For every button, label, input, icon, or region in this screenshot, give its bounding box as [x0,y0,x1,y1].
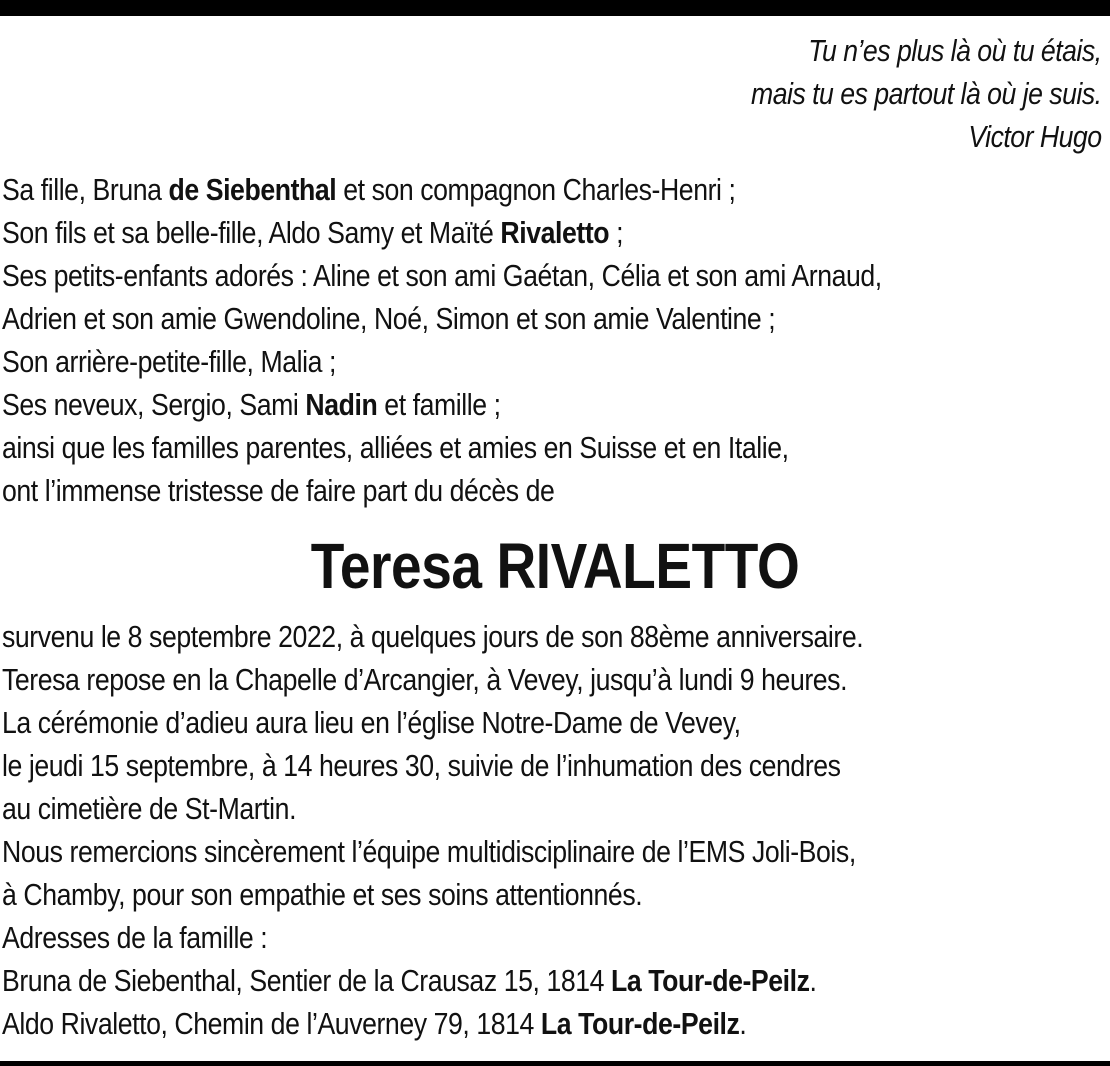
text: ; [609,215,624,250]
family-address [2,959,863,1002]
surname: de Siebenthal [168,172,337,207]
epigraph-quote [752,30,1102,159]
details-line: Teresa repose en la Chapelle d’Arcangier, à Vevey, jusqu’à lundi 9 heures. [2,662,848,697]
text: Son fils et sa belle-fille, Aldo Samy et Maïté [2,215,501,250]
bottom-rule [0,1061,1110,1066]
text: . [809,963,817,998]
details-line: Adresses de la famille : [2,920,268,955]
details-line: Nous remercions sincèrement l’équipe multidisciplinaire de l’EMS Joli-Bois, [2,834,856,869]
family-line [2,211,882,254]
text: Aldo Rivaletto, Chemin de l’Auverney 79, 1814 [2,1006,541,1041]
top-rule [0,0,1110,16]
text: Ses neveux, Sergio, Sami [2,387,306,422]
text: et famille ; [377,387,501,422]
family-line: ont l’immense tristesse de faire part du décès de [2,473,555,508]
details-line: au cimetière de St-Martin. [2,791,297,826]
deceased-name: Teresa RIVALETTO [310,530,800,602]
details-line: survenu le 8 septembre 2022, à quelques jours de son 88ème anniversaire. [2,619,864,654]
text: . [739,1006,747,1041]
epigraph-line: Tu n’es plus là où tu étais, [808,33,1102,68]
family-line [2,383,882,426]
family-announcement [2,168,882,512]
epigraph-author: Victor Hugo [968,119,1102,154]
family-line [2,168,882,211]
town: La Tour-de-Peilz [540,1006,740,1041]
details-line: à Chamby, pour son empathie et ses soins attentionnés. [2,877,643,912]
family-line: ainsi que les familles parentes, alliées et amies en Suisse et en Italie, [2,430,789,465]
epigraph-line: mais tu es partout là où je suis. [751,76,1102,111]
details-line: La cérémonie d’adieu aura lieu en l’église Notre-Dame de Vevey, [2,705,741,740]
family-line: Adrien et son amie Gwendoline, Noé, Simon et son amie Valentine ; [2,301,776,336]
details-line: le jeudi 15 septembre, à 14 heures 30, suivie de l’inhumation des cendres [2,748,841,783]
surname: Nadin [305,387,378,422]
family-address [2,1002,863,1045]
text: Bruna de Siebenthal, Sentier de la Crausaz 15, 1814 [2,963,612,998]
deceased-name-wrapper [0,524,1110,608]
text: Sa fille, Bruna [2,172,169,207]
text: et son compagnon Charles-Henri ; [336,172,736,207]
surname: Rivaletto [500,215,610,250]
family-line: Ses petits-enfants adorés : Aline et son ami Gaétan, Célia et son ami Arnaud, [2,258,882,293]
family-line: Son arrière-petite-fille, Malia ; [2,344,337,379]
ceremony-details [2,615,863,1045]
town: La Tour-de-Peilz [611,963,810,998]
